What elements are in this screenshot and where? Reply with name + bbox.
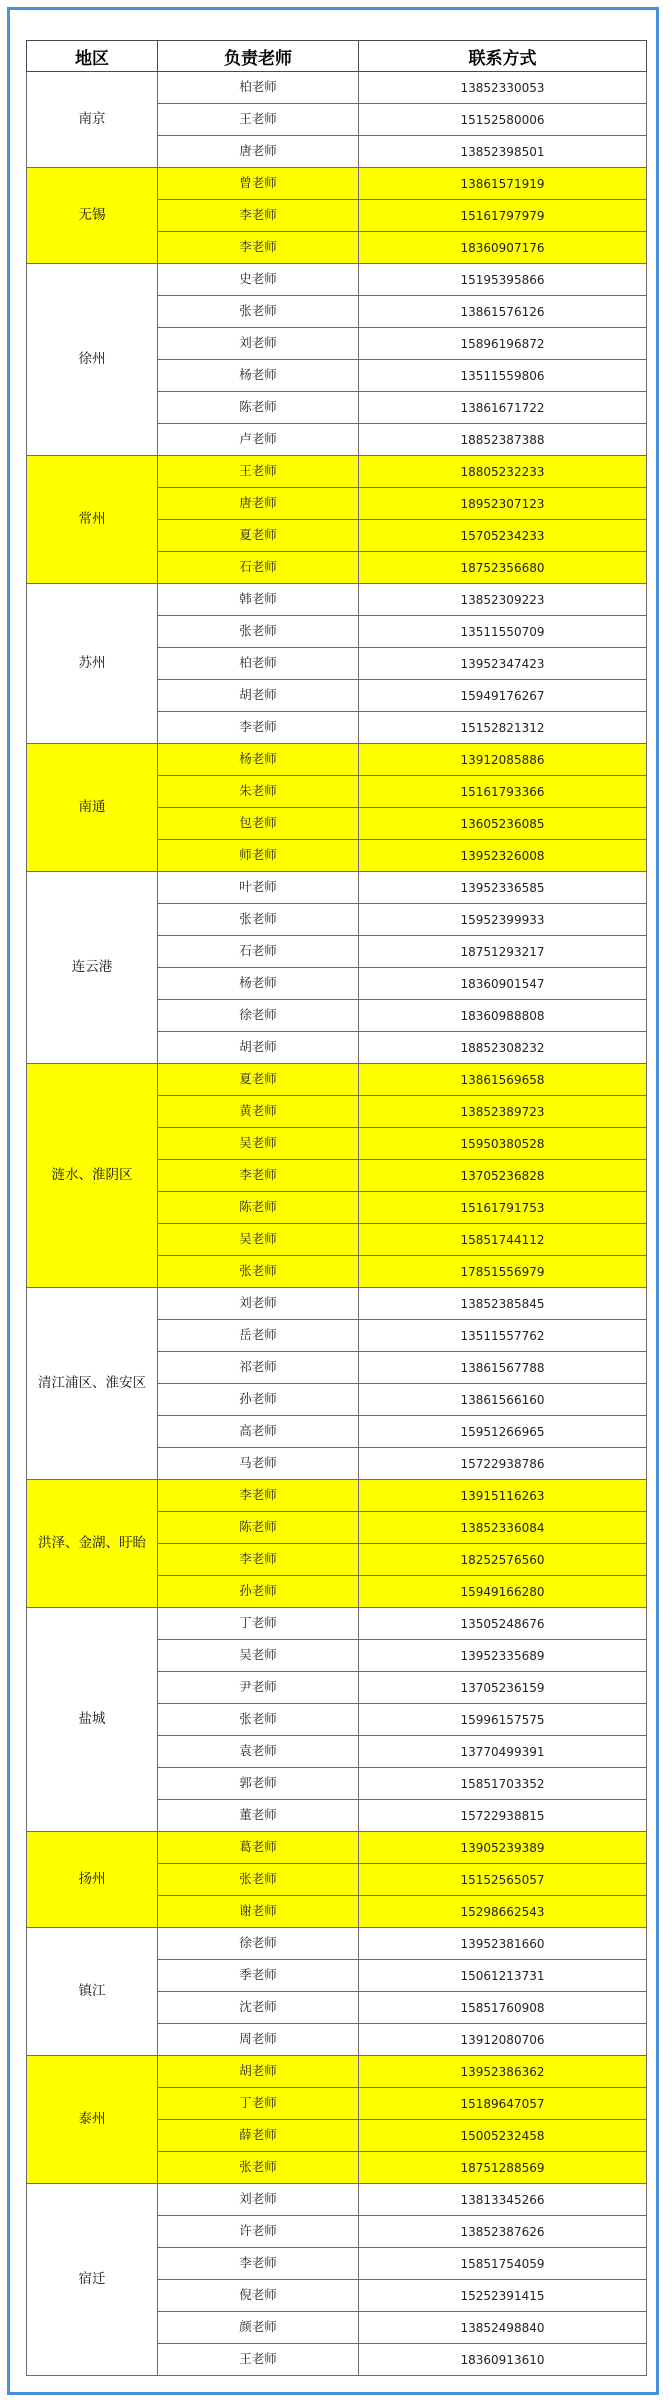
phone-cell: 17851556979 bbox=[359, 1256, 647, 1288]
table-row bbox=[27, 1832, 647, 1864]
teacher-cell: 丁老师 bbox=[158, 1608, 359, 1640]
teacher-cell: 吴老师 bbox=[158, 1224, 359, 1256]
phone-cell: 15851703352 bbox=[359, 1768, 647, 1800]
teacher-cell: 唐老师 bbox=[158, 136, 359, 168]
region-cell: 泰州 bbox=[27, 2056, 158, 2184]
phone-cell: 13952336585 bbox=[359, 872, 647, 904]
teacher-cell: 颜老师 bbox=[158, 2312, 359, 2344]
region-cell: 徐州 bbox=[27, 264, 158, 456]
teacher-cell: 吴老师 bbox=[158, 1128, 359, 1160]
table-frame bbox=[7, 7, 659, 2395]
phone-cell: 15952399933 bbox=[359, 904, 647, 936]
phone-cell: 18360907176 bbox=[359, 232, 647, 264]
table-row bbox=[27, 1928, 647, 1960]
phone-cell: 18852308232 bbox=[359, 1032, 647, 1064]
phone-cell: 15722938786 bbox=[359, 1448, 647, 1480]
teacher-cell: 高老师 bbox=[158, 1416, 359, 1448]
teacher-cell: 李老师 bbox=[158, 712, 359, 744]
teacher-cell: 陈老师 bbox=[158, 392, 359, 424]
phone-cell: 13770499391 bbox=[359, 1736, 647, 1768]
teacher-cell: 师老师 bbox=[158, 840, 359, 872]
teacher-cell: 葛老师 bbox=[158, 1832, 359, 1864]
phone-cell: 13915116263 bbox=[359, 1480, 647, 1512]
phone-cell: 15005232458 bbox=[359, 2120, 647, 2152]
teacher-cell: 倪老师 bbox=[158, 2280, 359, 2312]
teacher-cell: 石老师 bbox=[158, 936, 359, 968]
teacher-cell: 孙老师 bbox=[158, 1576, 359, 1608]
teacher-cell: 李老师 bbox=[158, 2248, 359, 2280]
teacher-cell: 黄老师 bbox=[158, 1096, 359, 1128]
teacher-cell: 杨老师 bbox=[158, 968, 359, 1000]
teacher-cell: 卢老师 bbox=[158, 424, 359, 456]
phone-cell: 13861566160 bbox=[359, 1384, 647, 1416]
table-row bbox=[27, 744, 647, 776]
header-region: 地区 bbox=[27, 41, 158, 72]
table-row bbox=[27, 1064, 647, 1096]
phone-cell: 13605236085 bbox=[359, 808, 647, 840]
contact-table bbox=[26, 40, 647, 2376]
teacher-cell: 曾老师 bbox=[158, 168, 359, 200]
phone-cell: 13861567788 bbox=[359, 1352, 647, 1384]
phone-cell: 18752356680 bbox=[359, 552, 647, 584]
region-cell: 盐城 bbox=[27, 1608, 158, 1832]
teacher-cell: 石老师 bbox=[158, 552, 359, 584]
teacher-cell: 马老师 bbox=[158, 1448, 359, 1480]
region-cell: 苏州 bbox=[27, 584, 158, 744]
teacher-cell: 柏老师 bbox=[158, 72, 359, 104]
region-cell: 洪泽、金湖、盱眙 bbox=[27, 1480, 158, 1608]
teacher-cell: 史老师 bbox=[158, 264, 359, 296]
teacher-cell: 李老师 bbox=[158, 1160, 359, 1192]
phone-cell: 18751293217 bbox=[359, 936, 647, 968]
teacher-cell: 董老师 bbox=[158, 1800, 359, 1832]
table-row bbox=[27, 2184, 647, 2216]
teacher-cell: 唐老师 bbox=[158, 488, 359, 520]
teacher-cell: 夏老师 bbox=[158, 1064, 359, 1096]
phone-cell: 18360913610 bbox=[359, 2344, 647, 2376]
teacher-cell: 张老师 bbox=[158, 904, 359, 936]
teacher-cell: 薛老师 bbox=[158, 2120, 359, 2152]
phone-cell: 13852385845 bbox=[359, 1288, 647, 1320]
phone-cell: 13852387626 bbox=[359, 2216, 647, 2248]
phone-cell: 18360901547 bbox=[359, 968, 647, 1000]
phone-cell: 18360988808 bbox=[359, 1000, 647, 1032]
header-contact: 联系方式 bbox=[359, 41, 647, 72]
table-row bbox=[27, 1480, 647, 1512]
phone-cell: 13952335689 bbox=[359, 1640, 647, 1672]
teacher-cell: 吴老师 bbox=[158, 1640, 359, 1672]
phone-cell: 13905239389 bbox=[359, 1832, 647, 1864]
phone-cell: 13952347423 bbox=[359, 648, 647, 680]
teacher-cell: 徐老师 bbox=[158, 1000, 359, 1032]
teacher-cell: 杨老师 bbox=[158, 744, 359, 776]
phone-cell: 13952386362 bbox=[359, 2056, 647, 2088]
region-cell: 镇江 bbox=[27, 1928, 158, 2056]
teacher-cell: 王老师 bbox=[158, 104, 359, 136]
teacher-cell: 周老师 bbox=[158, 2024, 359, 2056]
table-row bbox=[27, 872, 647, 904]
teacher-cell: 张老师 bbox=[158, 1864, 359, 1896]
table-header-row bbox=[27, 41, 647, 72]
phone-cell: 15722938815 bbox=[359, 1800, 647, 1832]
region-cell: 连云港 bbox=[27, 872, 158, 1064]
teacher-cell: 胡老师 bbox=[158, 2056, 359, 2088]
teacher-cell: 张老师 bbox=[158, 1704, 359, 1736]
phone-cell: 15851754059 bbox=[359, 2248, 647, 2280]
phone-cell: 13952381660 bbox=[359, 1928, 647, 1960]
phone-cell: 15851760908 bbox=[359, 1992, 647, 2024]
teacher-cell: 胡老师 bbox=[158, 1032, 359, 1064]
teacher-cell: 谢老师 bbox=[158, 1896, 359, 1928]
region-cell: 宿迁 bbox=[27, 2184, 158, 2376]
phone-cell: 15252391415 bbox=[359, 2280, 647, 2312]
table-row bbox=[27, 264, 647, 296]
phone-cell: 13852389723 bbox=[359, 1096, 647, 1128]
teacher-cell: 张老师 bbox=[158, 616, 359, 648]
phone-cell: 13852498840 bbox=[359, 2312, 647, 2344]
teacher-cell: 陈老师 bbox=[158, 1512, 359, 1544]
phone-cell: 15152821312 bbox=[359, 712, 647, 744]
phone-cell: 15949176267 bbox=[359, 680, 647, 712]
region-cell: 常州 bbox=[27, 456, 158, 584]
phone-cell: 13861571919 bbox=[359, 168, 647, 200]
teacher-cell: 杨老师 bbox=[158, 360, 359, 392]
phone-cell: 15189647057 bbox=[359, 2088, 647, 2120]
phone-cell: 15950380528 bbox=[359, 1128, 647, 1160]
phone-cell: 15161793366 bbox=[359, 776, 647, 808]
teacher-cell: 陈老师 bbox=[158, 1192, 359, 1224]
teacher-cell: 许老师 bbox=[158, 2216, 359, 2248]
phone-cell: 13511559806 bbox=[359, 360, 647, 392]
phone-cell: 15298662543 bbox=[359, 1896, 647, 1928]
teacher-cell: 李老师 bbox=[158, 1544, 359, 1576]
teacher-cell: 徐老师 bbox=[158, 1928, 359, 1960]
region-cell: 涟水、淮阴区 bbox=[27, 1064, 158, 1288]
phone-cell: 13852398501 bbox=[359, 136, 647, 168]
teacher-cell: 岳老师 bbox=[158, 1320, 359, 1352]
teacher-cell: 王老师 bbox=[158, 456, 359, 488]
teacher-cell: 夏老师 bbox=[158, 520, 359, 552]
teacher-cell: 刘老师 bbox=[158, 1288, 359, 1320]
teacher-cell: 祁老师 bbox=[158, 1352, 359, 1384]
phone-cell: 13852330053 bbox=[359, 72, 647, 104]
phone-cell: 18751288569 bbox=[359, 2152, 647, 2184]
phone-cell: 15951266965 bbox=[359, 1416, 647, 1448]
phone-cell: 15161791753 bbox=[359, 1192, 647, 1224]
teacher-cell: 孙老师 bbox=[158, 1384, 359, 1416]
teacher-cell: 朱老师 bbox=[158, 776, 359, 808]
phone-cell: 13852309223 bbox=[359, 584, 647, 616]
teacher-cell: 丁老师 bbox=[158, 2088, 359, 2120]
teacher-cell: 胡老师 bbox=[158, 680, 359, 712]
teacher-cell: 季老师 bbox=[158, 1960, 359, 1992]
teacher-cell: 刘老师 bbox=[158, 2184, 359, 2216]
phone-cell: 15996157575 bbox=[359, 1704, 647, 1736]
phone-cell: 13505248676 bbox=[359, 1608, 647, 1640]
table-row bbox=[27, 1608, 647, 1640]
phone-cell: 15949166280 bbox=[359, 1576, 647, 1608]
teacher-cell: 李老师 bbox=[158, 1480, 359, 1512]
teacher-cell: 郭老师 bbox=[158, 1768, 359, 1800]
teacher-cell: 柏老师 bbox=[158, 648, 359, 680]
phone-cell: 13705236159 bbox=[359, 1672, 647, 1704]
region-cell: 扬州 bbox=[27, 1832, 158, 1928]
teacher-cell: 刘老师 bbox=[158, 328, 359, 360]
phone-cell: 18805232233 bbox=[359, 456, 647, 488]
phone-cell: 13705236828 bbox=[359, 1160, 647, 1192]
header-teacher: 负责老师 bbox=[158, 41, 359, 72]
teacher-cell: 王老师 bbox=[158, 2344, 359, 2376]
teacher-cell: 韩老师 bbox=[158, 584, 359, 616]
phone-cell: 13861576126 bbox=[359, 296, 647, 328]
teacher-cell: 包老师 bbox=[158, 808, 359, 840]
teacher-cell: 沈老师 bbox=[158, 1992, 359, 2024]
table-row bbox=[27, 1288, 647, 1320]
teacher-cell: 李老师 bbox=[158, 200, 359, 232]
phone-cell: 18852387388 bbox=[359, 424, 647, 456]
table-row bbox=[27, 168, 647, 200]
teacher-cell: 尹老师 bbox=[158, 1672, 359, 1704]
phone-cell: 15161797979 bbox=[359, 200, 647, 232]
table-row bbox=[27, 584, 647, 616]
teacher-cell: 张老师 bbox=[158, 2152, 359, 2184]
phone-cell: 13861569658 bbox=[359, 1064, 647, 1096]
phone-cell: 15152565057 bbox=[359, 1864, 647, 1896]
table-row bbox=[27, 456, 647, 488]
teacher-cell: 李老师 bbox=[158, 232, 359, 264]
teacher-cell: 张老师 bbox=[158, 1256, 359, 1288]
phone-cell: 13912080706 bbox=[359, 2024, 647, 2056]
table-row bbox=[27, 2056, 647, 2088]
phone-cell: 13511550709 bbox=[359, 616, 647, 648]
table-body bbox=[27, 72, 647, 2376]
table-row bbox=[27, 72, 647, 104]
phone-cell: 13511557762 bbox=[359, 1320, 647, 1352]
phone-cell: 15851744112 bbox=[359, 1224, 647, 1256]
phone-cell: 15705234233 bbox=[359, 520, 647, 552]
phone-cell: 15061213731 bbox=[359, 1960, 647, 1992]
region-cell: 南通 bbox=[27, 744, 158, 872]
region-cell: 南京 bbox=[27, 72, 158, 168]
phone-cell: 15195395866 bbox=[359, 264, 647, 296]
teacher-cell: 袁老师 bbox=[158, 1736, 359, 1768]
phone-cell: 13952326008 bbox=[359, 840, 647, 872]
phone-cell: 13852336084 bbox=[359, 1512, 647, 1544]
teacher-cell: 张老师 bbox=[158, 296, 359, 328]
phone-cell: 18952307123 bbox=[359, 488, 647, 520]
phone-cell: 15152580006 bbox=[359, 104, 647, 136]
phone-cell: 15896196872 bbox=[359, 328, 647, 360]
region-cell: 无锡 bbox=[27, 168, 158, 264]
teacher-cell: 叶老师 bbox=[158, 872, 359, 904]
phone-cell: 18252576560 bbox=[359, 1544, 647, 1576]
region-cell: 清江浦区、淮安区 bbox=[27, 1288, 158, 1480]
phone-cell: 13813345266 bbox=[359, 2184, 647, 2216]
phone-cell: 13912085886 bbox=[359, 744, 647, 776]
phone-cell: 13861671722 bbox=[359, 392, 647, 424]
